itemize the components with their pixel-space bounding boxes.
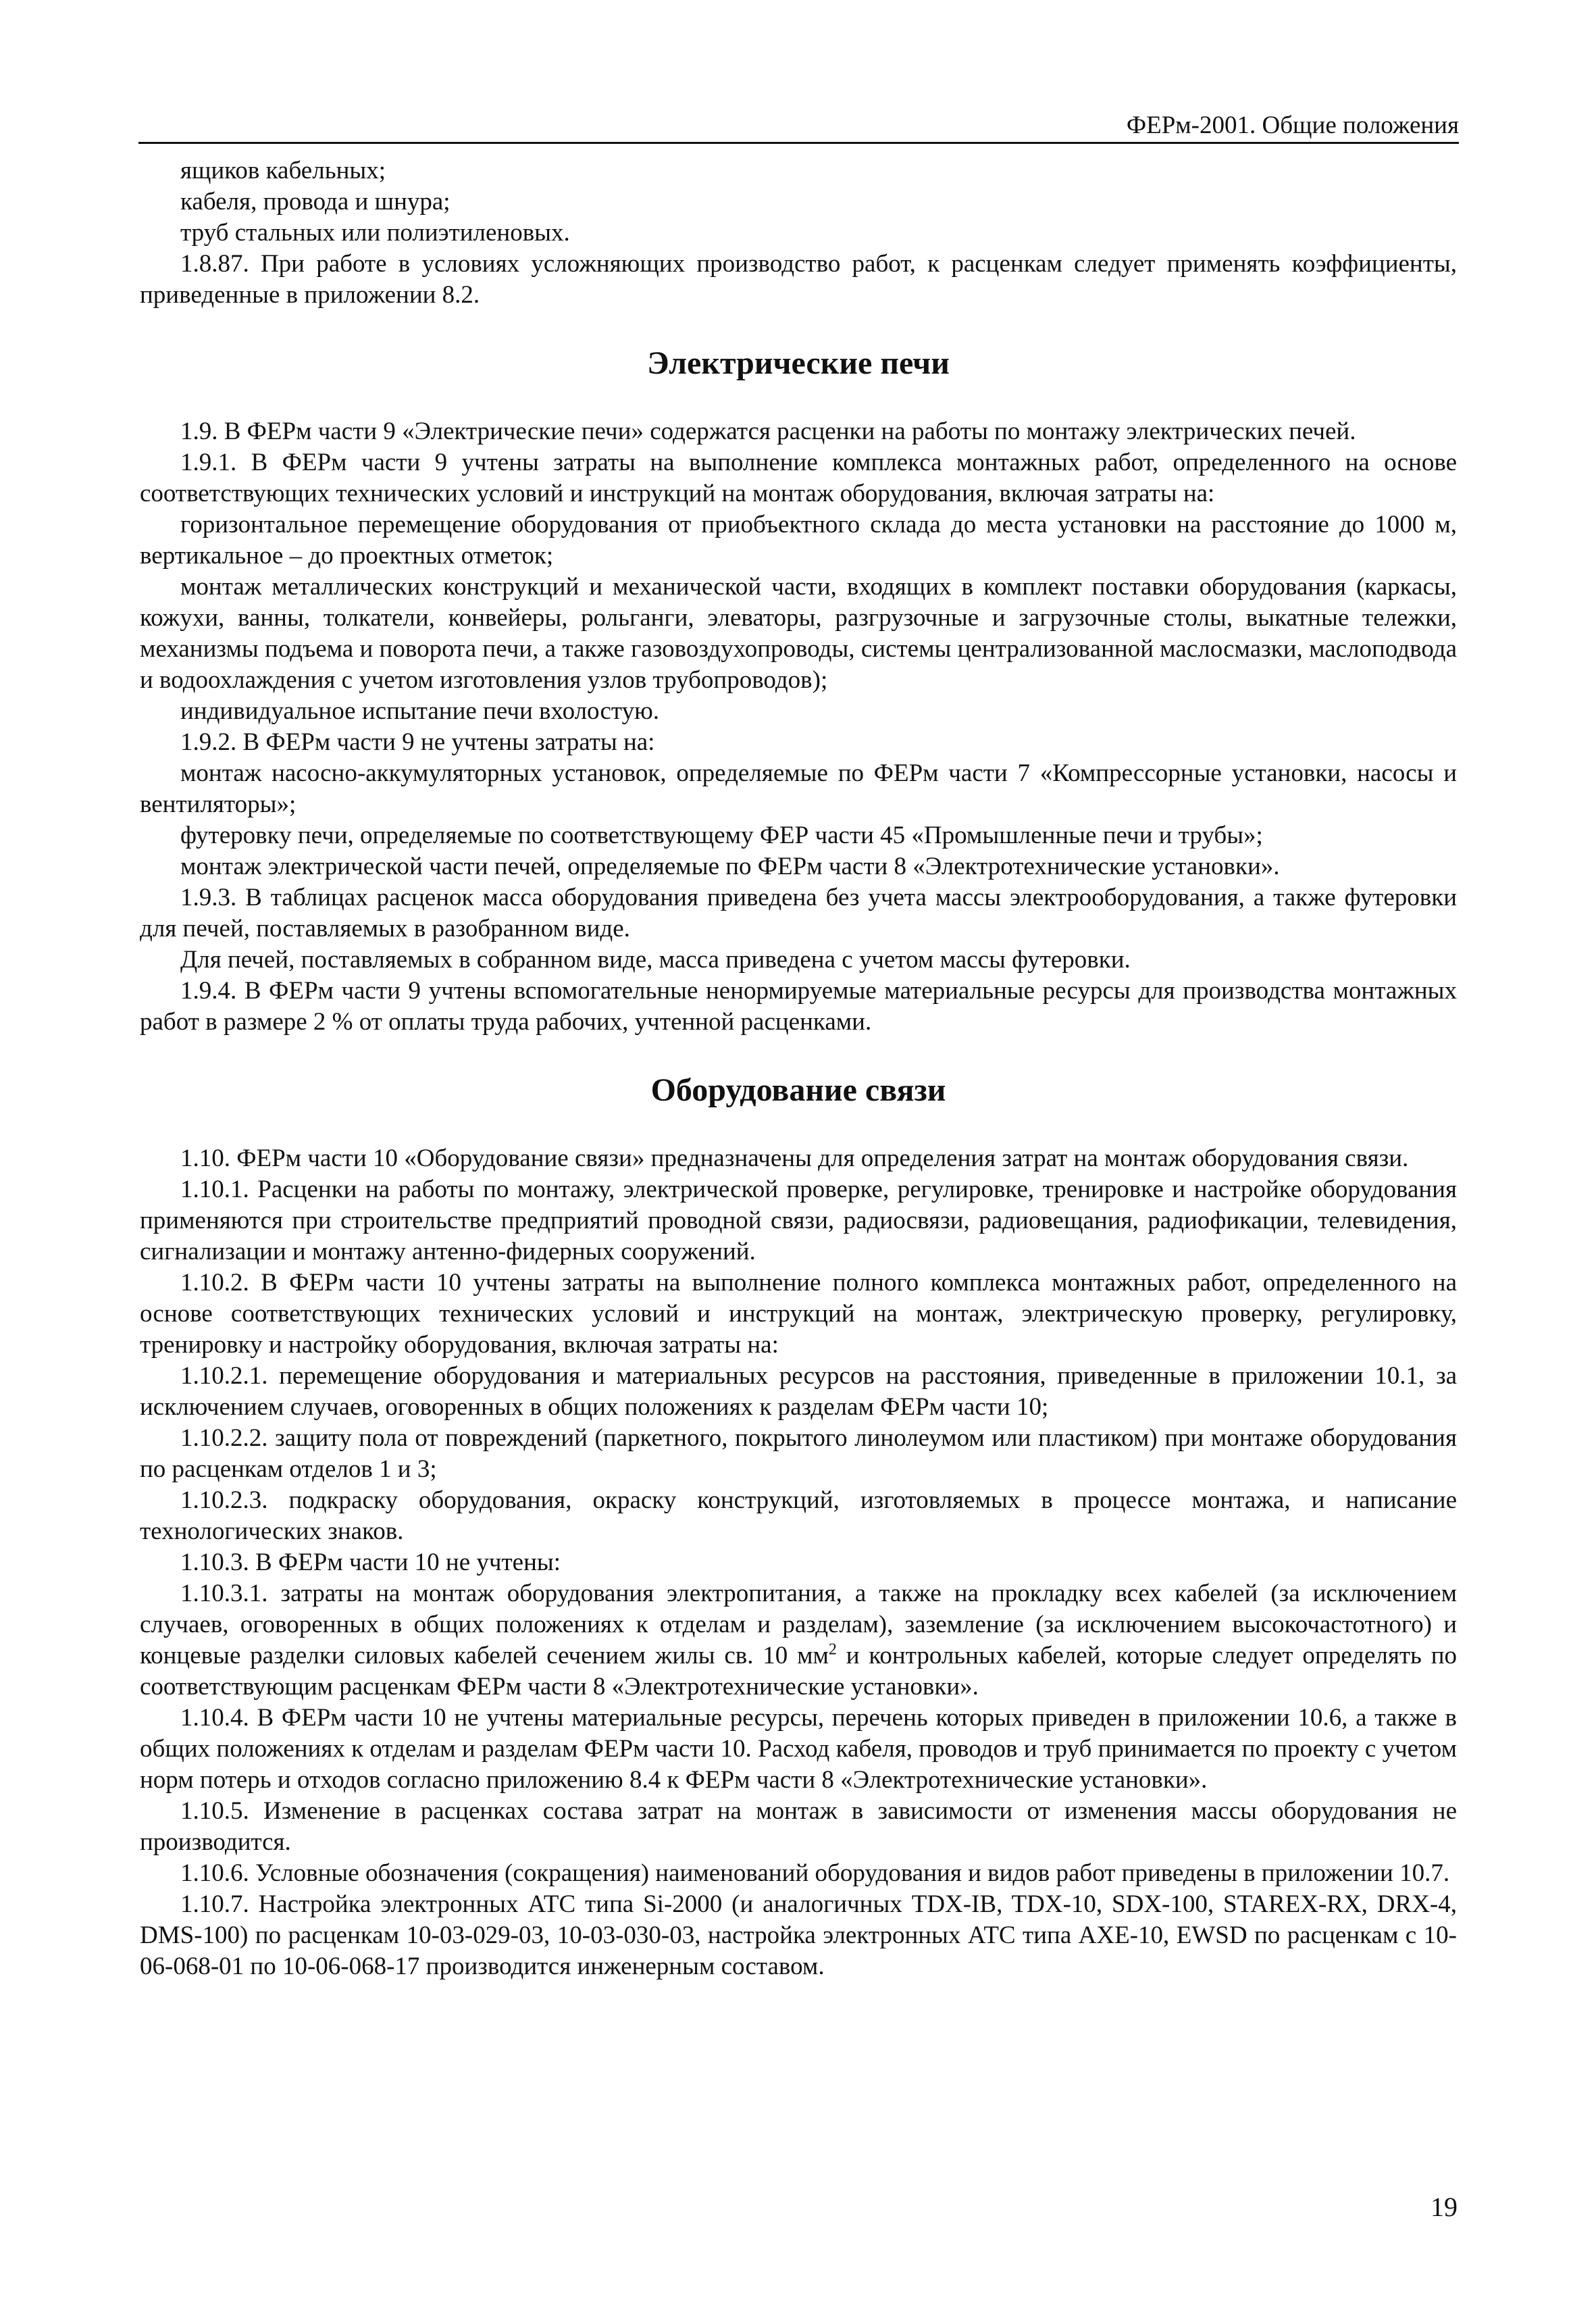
list-item: монтаж насосно-аккумуляторных установок, определяемые по ФЕРм части 7 «Компрессорные установки, насосы и вентиляторы»;: [140, 759, 1457, 818]
section-title-communication-equipment: Оборудование связи: [650, 1072, 946, 1108]
paragraph-1-9: 1.9. В ФЕРм части 9 «Электрические печи» содержатся расценки на работы по монтажу электрических печей.: [180, 418, 1356, 445]
paragraph-text: и контрольных кабелей, которые следует определять по соответствующим расценкам ФЕРм части 8 «Электротехнические установки».: [140, 1642, 1457, 1701]
paragraph-1-10-3-1: [140, 1578, 1457, 1703]
list-item: монтаж металлических конструкций и механической части, входящих в комплект поставки оборудования (каркасы, кожухи, ванны, толкатели, конвейеры, рольганги, элеваторы, разгрузочные и загрузочные столы, выкатные тележки, механизмы подъема и поворота печи, а также газовоздухопроводы, системы централизованной маслосмазки, маслоподвода и водоохлаждения с учетом изготовления узлов трубопроводов);: [140, 573, 1457, 694]
list-item: кабеля, провода и шнура;: [180, 188, 451, 216]
list-item: индивидуальное испытание печи вхолостую.: [180, 697, 659, 725]
superscript: 2: [828, 1640, 837, 1659]
paragraph-1-10-6: 1.10.6. Условные обозначения (сокращения) наименований оборудования и видов работ приведены в приложении 10.7.: [180, 1859, 1450, 1887]
paragraph-1-9-4: 1.9.4. В ФЕРм части 9 учтены вспомогательные ненормируемые материальные ресурсы для производства монтажных работ в размере 2 % от оплаты труда рабочих, учтенной расценками.: [140, 977, 1457, 1036]
page-number: 19: [1431, 2192, 1458, 2222]
paragraph-1-9-2: 1.9.2. В ФЕРм части 9 не учтены затраты на:: [180, 728, 655, 756]
page-header: [138, 101, 1459, 144]
paragraph-1-10-7: 1.10.7. Настройка электронных АТС типа Si-2000 (и аналогичных TDX-IB, TDX-10, SDX-100, STAREX-RX, DRX-4, DMS-100) по расценкам 10-03-029-03, 10-03-030-03, настройка электронных АТС типа AXE-10, EWSD по расценкам с 10-06-068-01 по 10-06-068-17 производится инженерным составом.: [140, 1890, 1457, 1980]
paragraph-1-10-2-2: 1.10.2.2. защиту пола от повреждений (паркетного, покрытого линолеумом или пластиком) при монтаже оборудования по расценкам отделов 1 и 3;: [140, 1424, 1457, 1483]
paragraph-1-10-2: 1.10.2. В ФЕРм части 10 учтены затраты на выполнение полного комплекса монтажных работ, определенного на основе соответствующих технических условий и инструкций на монтаж, электрическую проверку, регулировку, тренировку и настройку оборудования, включая затраты на:: [140, 1269, 1457, 1359]
paragraph-1-10-2-1: 1.10.2.1. перемещение оборудования и материальных ресурсов на расстояния, приведенные в приложении 10.1, за исключением случаев, оговоренных в общих положениях к разделам ФЕРм части 10;: [140, 1362, 1457, 1421]
paragraph-text: 1.10.3.1. затраты на монтаж оборудования электропитания, а также на прокладку всех кабелей (за исключением случаев, оговоренных в общих положениях к отделам и разделам), заземление (за исключением высокочастотного) и концевые разделки силовых кабелей сечением жилы св. 10 мм: [140, 1580, 1457, 1669]
paragraph-1-10-4: 1.10.4. В ФЕРм части 10 не учтены материальные ресурсы, перечень которых приведен в приложении 10.6, а также в общих положениях к отделам и разделам ФЕРм части 10. Расход кабеля, проводов и труб принимается по проекту с учетом норм потерь и отходов согласно приложению 8.4 к ФЕРм части 8 «Электротехнические установки».: [140, 1704, 1457, 1794]
page-body: [140, 155, 1457, 1982]
running-title: ФЕРм-2001. Общие положения: [1126, 111, 1459, 139]
section-title-electric-furnaces: Электрические печи: [647, 345, 950, 381]
paragraph-1-10-1: 1.10.1. Расценки на работы по монтажу, электрической проверке, регулировке, тренировке и настройке оборудования применяются при строительстве предприятий проводной связи, радиосвязи, радиовещания, радиофикации, телевидения, сигнализации и монтажу антенно-фидерных сооружений.: [140, 1176, 1457, 1265]
paragraph-1-9-1: 1.9.1. В ФЕРм части 9 учтены затраты на выполнение комплекса монтажных работ, определенного на основе соответствующих технических условий и инструкций на монтаж оборудования, включая затраты на:: [140, 449, 1457, 507]
list-item: футеровку печи, определяемые по соответствующему ФЕР части 45 «Промышленные печи и трубы»;: [180, 822, 1263, 849]
list-item: монтаж электрической части печей, определяемые по ФЕРм части 8 «Электротехнические установки».: [180, 853, 1280, 880]
paragraph-1-10: 1.10. ФЕРм части 10 «Оборудование связи» предназначены для определения затрат на монтаж оборудования связи.: [180, 1145, 1409, 1172]
paragraph-1-8-87: 1.8.87. При работе в условиях усложняющих производство работ, к расценкам следует применять коэффициенты, приведенные в приложении 8.2.: [140, 250, 1457, 309]
paragraph: Для печей, поставляемых в собранном виде, масса приведена с учетом массы футеровки.: [180, 946, 1131, 974]
paragraph-1-9-3: 1.9.3. В таблицах расценок масса оборудования приведена без учета массы электрооборудования, а также футеровки для печей, поставляемых в разобранном виде.: [140, 884, 1457, 942]
paragraph-1-10-3: 1.10.3. В ФЕРм части 10 не учтены:: [180, 1549, 561, 1576]
paragraph-1-10-5: 1.10.5. Изменение в расценках состава затрат на монтаж в зависимости от изменения массы оборудования не производится.: [140, 1797, 1457, 1856]
list-item: труб стальных или полиэтиленовых.: [180, 219, 570, 247]
list-item: горизонтальное перемещение оборудования от приобъектного склада до места установки на расстояние до 1000 м, вертикальное – до проектных отметок;: [140, 511, 1457, 570]
list-item: ящиков кабельных;: [180, 157, 386, 184]
paragraph-1-10-2-3: 1.10.2.3. подкраску оборудования, окраску конструкций, изготовляемых в процессе монтажа, и написание технологических знаков.: [140, 1486, 1457, 1545]
